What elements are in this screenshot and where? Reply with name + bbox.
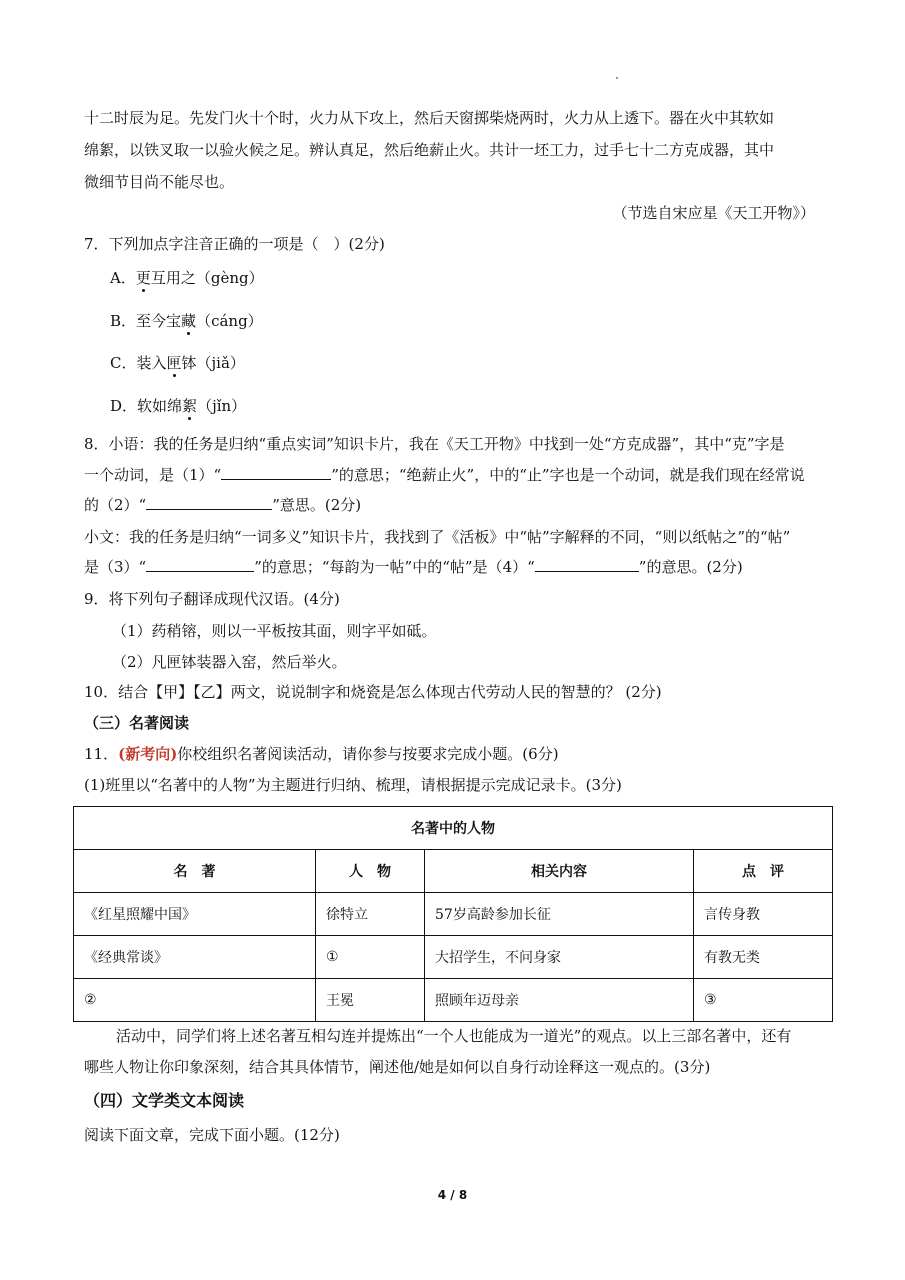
question-7-option-a[interactable]	[110, 268, 264, 288]
text: ”意思。(2分)	[272, 496, 362, 514]
question-8-line: 小文：我的任务是归纳“一词多义”知识卡片，我找到了《活板》中“帖”字解释的不同，“则以纸帖之”的“帖”	[84, 528, 791, 546]
passage-line: 十二时辰为足。先发门火十个时，火力从下攻上，然后天窗掷柴烧两时，火力从上透下。器在火中其软如	[84, 109, 775, 127]
option-letter: D．	[110, 397, 138, 415]
question-9-stem: 9．将下列句子翻译成现代汉语。(4分)	[84, 590, 340, 608]
question-8-line	[84, 495, 361, 515]
table-cell: 有教无类	[694, 936, 833, 979]
option-text: 装入	[136, 354, 167, 372]
option-text: （cáng）	[196, 312, 263, 330]
option-text: 互用之（gèng）	[150, 269, 264, 287]
option-letter: B．	[110, 312, 137, 330]
table-cell: 照顾年迈母亲	[425, 979, 694, 1022]
table-cell-blank[interactable]: ③	[694, 979, 833, 1022]
column-header: 点 评	[694, 850, 833, 893]
text: ”的意思；“绝薪止火”，中的“止”字也是一个动词，就是我们现在经常说	[331, 466, 805, 484]
table-cell: 徐特立	[316, 893, 425, 936]
table-title: 名著中的人物	[74, 807, 833, 850]
answer-blank-1[interactable]	[221, 465, 331, 480]
dotted-char: 藏	[181, 312, 197, 330]
table-cell-blank[interactable]: ①	[316, 936, 425, 979]
section-4-heading: （四）文学类文本阅读	[84, 1091, 245, 1110]
table-row	[74, 936, 833, 979]
passage-line: 微细节目尚不能尽也。	[84, 173, 235, 191]
question-8-line	[84, 465, 805, 485]
passage-source: （节选自宋应星《天工开物》）	[612, 204, 815, 222]
option-text: 至今宝	[136, 312, 182, 330]
table-cell: 《红星照耀中国》	[74, 893, 316, 936]
question-10: 10．结合【甲】【乙】两文，说说制字和烧瓷是怎么体现古代劳动人民的智慧的？ (2分)	[84, 683, 662, 701]
option-letter: C．	[110, 354, 137, 372]
table-cell: 57岁高龄参加长征	[425, 893, 694, 936]
dotted-char: 絮	[182, 397, 198, 415]
question-8-line	[84, 557, 743, 577]
answer-blank-3[interactable]	[146, 557, 254, 572]
table-cell-blank[interactable]: ②	[74, 979, 316, 1022]
text: 的（2）“	[84, 496, 147, 514]
new-trend-tag: (新考向)	[118, 745, 178, 763]
table-cell: 王冕	[316, 979, 425, 1022]
question-7-option-d[interactable]	[110, 396, 246, 416]
dotted-char: 匣	[166, 354, 182, 372]
table-row	[74, 979, 833, 1022]
section-3-heading: （三）名著阅读	[84, 714, 190, 732]
column-header: 名 著	[74, 850, 316, 893]
option-text: 钵（jiǎ）	[181, 354, 245, 372]
column-header: 相关内容	[425, 850, 694, 893]
question-number: 11．	[84, 745, 119, 763]
table-row	[74, 893, 833, 936]
table-cell: 大招学生，不问身家	[425, 936, 694, 979]
question-11-sub-1: (1)班里以“名著中的人物”为主题进行归纳、梳理，请根据提示完成记录卡。(3分)	[84, 776, 622, 794]
text: 一个动词，是（1）“	[84, 466, 222, 484]
text: 你校组织名著阅读活动，请你参与按要求完成小题。(6分)	[177, 745, 559, 763]
table-cell: 言传身教	[694, 893, 833, 936]
option-letter: A．	[110, 269, 136, 287]
text: ”的意思；“每韵为一帖”中的“帖”是（4）“	[254, 558, 535, 576]
text: 是（3）“	[84, 558, 147, 576]
question-11-activity-line: 活动中，同学们将上述名著互相勾连并提炼出“一个人也能成为一道光”的观点。以上三部名著中，还有	[116, 1027, 792, 1045]
question-7-option-b[interactable]	[110, 311, 263, 331]
option-text: 软如绵	[137, 397, 183, 415]
passage-line: 绵絮，以铁叉取一以验火候之足。辨认真足，然后绝薪止火。共计一坯工力，过手七十二方克成器，其中	[84, 141, 775, 159]
question-8-line: 8．小语：我的任务是归纳“重点实词”知识卡片，我在《天工开物》中找到一处“方克成器”，其中“克”字是	[84, 435, 785, 453]
question-9-sentence-2: （2）凡匣钵装器入窑，然后举火。	[112, 653, 347, 671]
dotted-char: 更	[135, 269, 151, 287]
table-cell: 《经典常谈》	[74, 936, 316, 979]
question-9-sentence-1: （1）药稍镕，则以一平板按其面，则字平如砥。	[112, 622, 437, 640]
table-header-row	[74, 850, 833, 893]
reading-intro: 阅读下面文章，完成下面小题。(12分)	[84, 1126, 340, 1144]
option-text: （jǐn）	[197, 397, 247, 415]
text: ”的意思。(2分)	[638, 558, 743, 576]
page-number: 4 / 8	[437, 1188, 468, 1202]
answer-blank-4[interactable]	[535, 557, 639, 572]
question-7-option-c[interactable]	[110, 353, 245, 373]
answer-blank-2[interactable]	[146, 495, 272, 510]
question-11-activity-line: 哪些人物让你印象深刻，结合其具体情节，阐述他/她是如何以自身行动诠释这一观点的。(3分)	[84, 1058, 711, 1076]
question-7-stem: 7．下列加点字注音正确的一项是（ ）(2分)	[84, 235, 385, 253]
scan-speck	[616, 77, 618, 79]
column-header: 人 物	[316, 850, 425, 893]
record-card-table	[73, 806, 833, 1022]
question-11-stem	[84, 744, 559, 764]
